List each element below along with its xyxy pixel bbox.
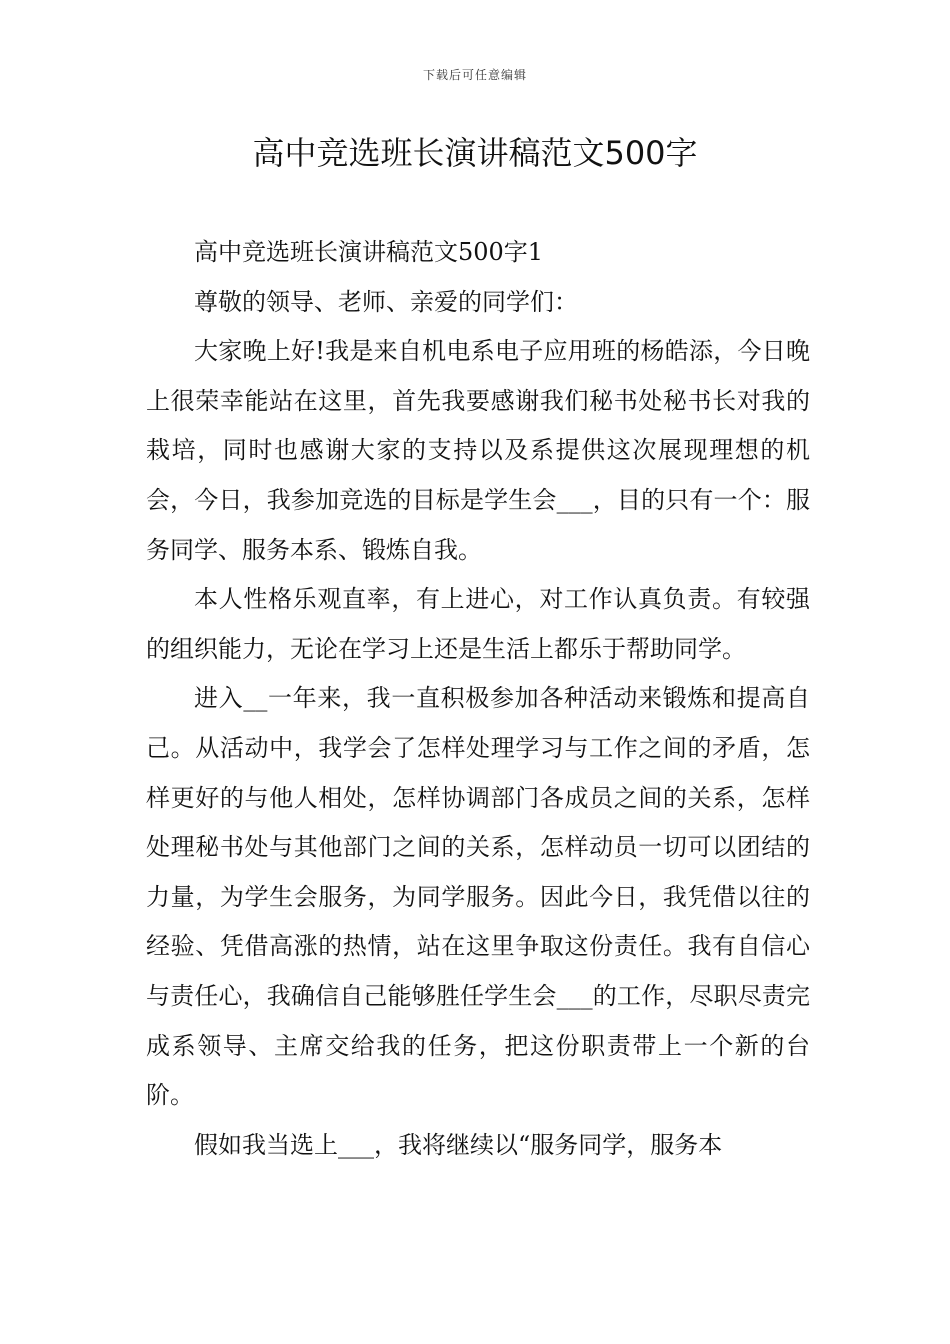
body-paragraph: 进入__一年来，我一直积极参加各种活动来锻炼和提高自己。从活动中，我学会了怎样处理学习与工作之间的矛盾，怎样更好的与他人相处，怎样协调部门各成员之间的关系，怎样处理秘书处与其他部门之间的关系，怎样动员一切可以团结的力量，为学生会服务，为同学服务。因此今日，我凭借以往的经验、凭借高涨的热情，站在这里争取这份责任。我有自信心与责任心，我确信自己能够胜任学生会___的工作，尽职尽责完成系领导、主席交给我的任务，把这份职责带上一个新的台阶。 bbox=[146, 684, 810, 1110]
subtitle-paragraph: 高中竞选班长演讲稿范文500字1 bbox=[194, 238, 544, 266]
header-note: 下载后可任意编辑 bbox=[422, 68, 527, 82]
salutation-paragraph: 尊敬的领导、老师、亲爱的同学们： bbox=[194, 287, 578, 316]
document-body bbox=[146, 228, 810, 1170]
body-paragraph: 大家晚上好!我是来自机电系电子应用班的杨皓添，今日晚上很荣幸能站在这里，首先我要感谢我们秘书处秘书长对我的栽培，同时也感谢大家的支持以及系提供这次展现理想的机会，今日，我参加竞选的目标是学生会___，目的只有一个：服务同学、服务本系、锻炼自我。 bbox=[146, 337, 810, 564]
body-paragraph: 本人性格乐观直率，有上进心，对工作认真负责。有较强的组织能力，无论在学习上还是生活上都乐于帮助同学。 bbox=[146, 585, 810, 663]
body-paragraph: 假如我当选上___，我将继续以“服务同学，服务本 bbox=[194, 1130, 723, 1159]
document-title: 高中竞选班长演讲稿范文500字 bbox=[252, 134, 698, 172]
